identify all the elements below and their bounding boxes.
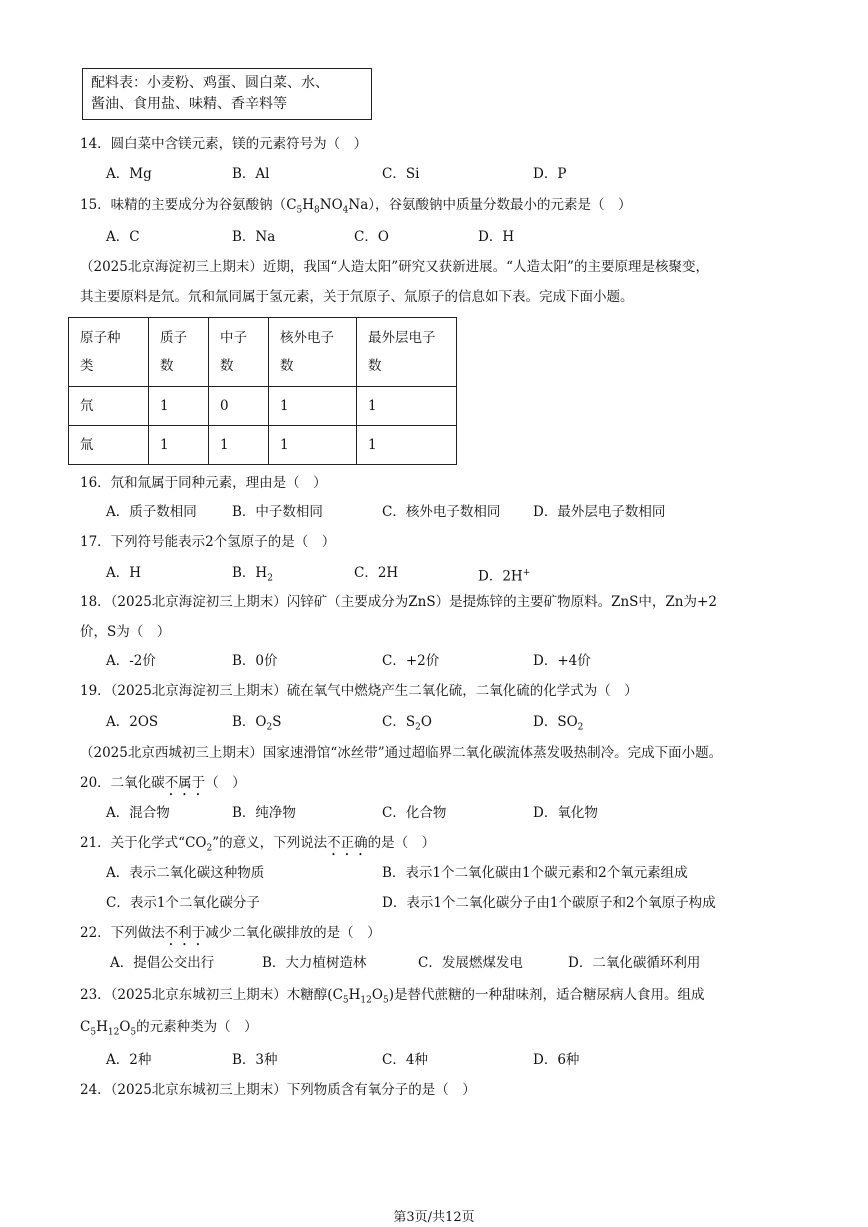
- q16-option-b: B．中子数相同: [232, 504, 323, 520]
- q15-option-b: B．Na: [232, 229, 276, 245]
- emphasis-text: 不正确: [327, 835, 368, 851]
- table-cell: 氚: [69, 426, 149, 465]
- q22-option-a: A．提倡公交出行: [110, 955, 215, 971]
- intro-2: （2025北京西城初三上期末）国家速滑馆“冰丝带”通过超临界二氧化碳流体蒸发吸热制冷。完成下面小题。: [80, 745, 723, 761]
- q14-option-c: C．Si: [382, 166, 420, 182]
- table-cell: 1: [357, 426, 457, 465]
- q23-option-b: B．3种: [232, 1052, 278, 1068]
- q20-option-c: C．化合物: [382, 805, 447, 821]
- q18-option-a: A．-2价: [106, 653, 156, 669]
- q17-option-b: B．$H_2$: [232, 565, 273, 584]
- q21-stem: 21．关于化学式“$CO_2$”的意义，下列说法不正确的是（ ）: [80, 835, 436, 854]
- table-header-cell: 质子 数: [149, 318, 209, 387]
- table-row: [69, 426, 457, 465]
- q19-option-b: B．$O_2S$: [232, 714, 282, 733]
- q23-option-c: C．4种: [382, 1052, 428, 1068]
- q20-stem: 20．二氧化碳不属于（ ）: [80, 775, 246, 791]
- q17-option-d: D．2H+: [478, 568, 531, 585]
- q17-stem: 17．下列符号能表示2个氢原子的是（ ）: [80, 534, 336, 550]
- q15-option-d: D．H: [478, 229, 515, 245]
- q15-option-c: C．O: [354, 229, 389, 245]
- q14-option-d: D．P: [533, 166, 567, 182]
- atom-info-table: [68, 317, 457, 465]
- table-row: [69, 387, 457, 426]
- intro-1-line-1: （2025北京海淀初三上期末）近期，我国“人造太阳”研究又获新进展。“人造太阳”的主要原理是核聚变，: [80, 259, 709, 275]
- formula-msg: $C_5H_8NO_4Na$: [286, 197, 369, 216]
- q20-option-b: B．纯净物: [232, 805, 296, 821]
- q19-option-c: C．$S_2O$: [382, 714, 432, 733]
- emphasis-text: 不利于: [164, 925, 206, 941]
- q21-option-a: A．表示二氧化碳这种物质: [106, 865, 265, 881]
- table-header-cell: 中子 数: [209, 318, 269, 387]
- q14-option-b: B．Al: [232, 166, 270, 182]
- q17-option-c: C．2H: [354, 565, 399, 581]
- q18-stem-line-2: 价，S为（ ）: [80, 624, 171, 640]
- q24-stem: 24．（2025北京东城初三上期末）下列物质含有氧分子的是（ ）: [80, 1082, 476, 1098]
- page-footer: 第3页/共12页: [393, 1210, 475, 1225]
- q15-stem-pre: 15．味精的主要成分为谷氨酸钠（: [80, 197, 287, 213]
- q16-option-a: A．质子数相同: [106, 504, 197, 520]
- q19-option-a: A．2OS: [106, 714, 159, 730]
- table-cell: 1: [209, 426, 269, 465]
- intro-1-line-2: 其主要原料是氘。氘和氚同属于氢元素，关于氘原子、氚原子的信息如下表。完成下面小题。: [80, 289, 634, 305]
- q16-option-c: C．核外电子数相同: [382, 504, 501, 520]
- q21-option-b: B．表示1个二氧化碳由1个碳元素和2个氧元素组成: [382, 865, 688, 881]
- q15-stem: [80, 196, 632, 220]
- q22-stem: 22．下列做法不利于减少二氧化碳排放的是（ ）: [80, 925, 381, 941]
- table-cell: 1: [357, 387, 457, 426]
- q19-stem: 19．（2025北京海淀初三上期末）硫在氧气中燃烧产生二氧化硫，二氧化硫的化学式为（ ）: [80, 683, 638, 699]
- q21-option-c: C．表示1个二氧化碳分子: [106, 895, 260, 911]
- table-header-cell: 最外层电子 数: [357, 318, 457, 387]
- emphasis-text: 不属于: [164, 775, 206, 791]
- q21-option-d: D．表示1个二氧化碳分子由1个碳原子和2个氧原子构成: [382, 895, 716, 911]
- q18-stem-line-1: 18．（2025北京海淀初三上期末）闪锌矿（主要成分为ZnS）是提炼锌的主要矿物原料。ZnS中，Zn为+2: [80, 594, 717, 610]
- table-header-cell: 核外电子 数: [269, 318, 357, 387]
- q22-option-c: C．发展燃煤发电: [418, 955, 523, 971]
- q23-option-d: D．6种: [533, 1052, 580, 1068]
- q22-option-b: B．大力植树造林: [262, 955, 367, 971]
- q18-option-b: B．0价: [232, 653, 278, 669]
- q19-option-d: D．$SO_2$: [533, 714, 584, 733]
- table-cell: 氘: [69, 387, 149, 426]
- table-header-cell: 原子种 类: [69, 318, 149, 387]
- q15-option-a: A．C: [106, 229, 140, 245]
- q23-stem-line-1: 23．（2025北京东城初三上期末）木糖醇$(C_5H_{12}O_5)$是替代蔗糖的一种甜味剂，适合糖尿病人食用。组成: [80, 987, 705, 1006]
- table-cell: 1: [269, 426, 357, 465]
- q23-stem-line-2: $C_5H_{12}O_5$的元素种类为（ ）: [80, 1019, 258, 1038]
- q16-option-d: D．最外层电子数相同: [533, 504, 666, 520]
- q16-stem: 16．氘和氚属于同种元素，理由是（ ）: [80, 475, 327, 491]
- q14-option-a: A．Mg: [106, 166, 152, 182]
- formula-xylitol: $C_5H_{12}O_5$: [80, 1019, 137, 1038]
- q20-option-a: A．混合物: [106, 805, 170, 821]
- recipe-box: [82, 68, 372, 120]
- q18-option-d: D．+4价: [533, 653, 591, 669]
- table-cell: 1: [149, 387, 209, 426]
- q15-stem-post: ），谷氨酸钠中质量分数最小的元素是（ ）: [368, 197, 632, 213]
- q14-stem: 14．圆白菜中含镁元素，镁的元素符号为（ ）: [80, 136, 368, 152]
- table-cell: 1: [149, 426, 209, 465]
- q23-option-a: A．2种: [106, 1052, 152, 1068]
- q17-option-a: A．H: [106, 565, 142, 581]
- q18-option-c: C．+2价: [382, 653, 440, 669]
- formula-xylitol: $(C_5H_{12}O_5)$: [327, 987, 394, 1006]
- q22-option-d: D．二氧化碳循环利用: [568, 955, 701, 971]
- table-header-row: [69, 318, 457, 387]
- q20-option-d: D．氧化物: [533, 805, 598, 821]
- table-cell: 1: [269, 387, 357, 426]
- recipe-line-1: 配料表：小麦粉、鸡蛋、圆白菜、水、: [91, 75, 329, 91]
- recipe-line-2: 酱油、食用盐、味精、香辛料等: [91, 96, 287, 112]
- table-cell: 0: [209, 387, 269, 426]
